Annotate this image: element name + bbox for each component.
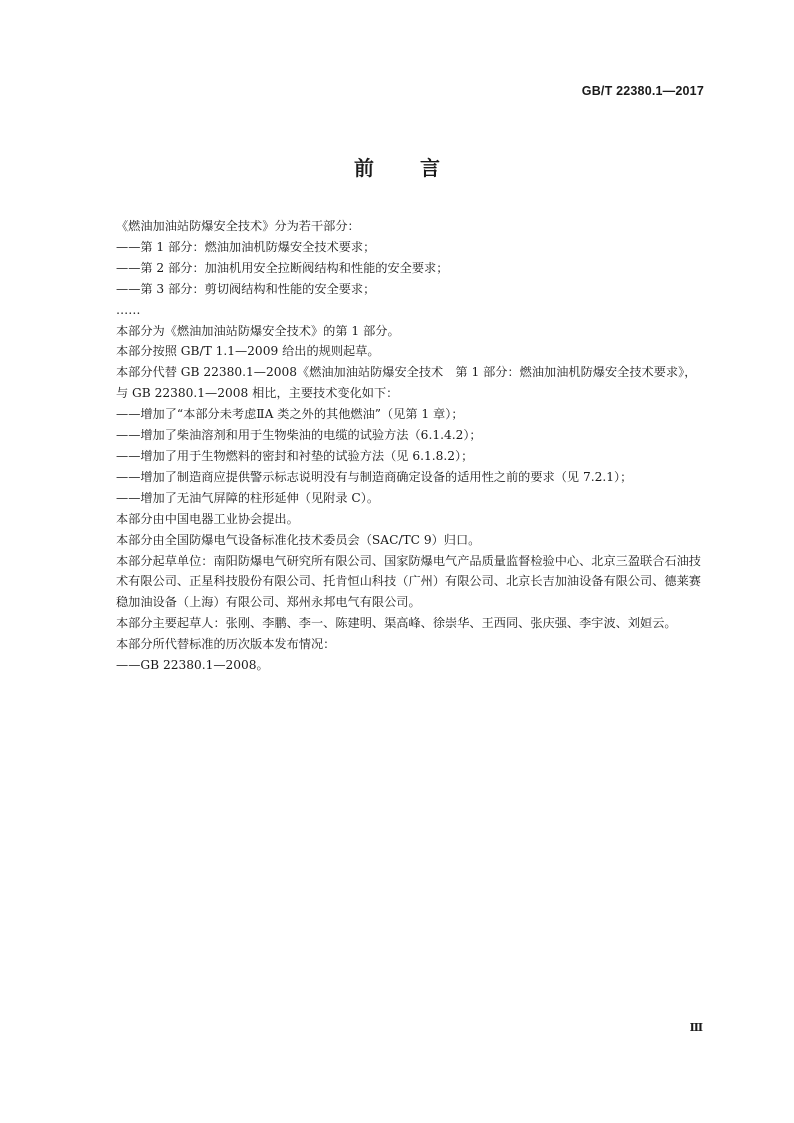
change-item-5: ——增加了无油气屏障的柱形延伸（见附录 C）。 xyxy=(116,490,380,505)
paragraph-previous-editions: 本部分所代替标准的历次版本发布情况： xyxy=(116,637,336,652)
foreword-body xyxy=(116,216,706,676)
list-item-part-2: ——第 2 部分：加油机用安全拉断阀结构和性能的安全要求； xyxy=(116,260,449,275)
paragraph-proposed-by: 本部分由中国电器工业协会提出。 xyxy=(116,511,299,526)
standard-code: GB/T 22380.1—2017 xyxy=(581,84,704,98)
paragraph-drafting-units: 本部分起草单位：南阳防爆电气研究所有限公司、国家防爆电气产品质量监督检验中心、北京三盈联合石油技术有限公司、正星科技股份有限公司、托肯恒山科技（广州）有限公司、北京长吉加油设备有限公司、德莱赛稳加油设备（上海）有限公司、郑州永邦电气有限公司。 xyxy=(116,553,701,610)
page-number: Ⅲ xyxy=(689,1021,703,1034)
paragraph-drafters: 本部分主要起草人：张刚、李鹏、李一、陈建明、渠高峰、徐崇华、王西同、张庆强、李宇波、刘姮云。 xyxy=(116,616,677,631)
paragraph-drafting-rules: 本部分按照 GB/T 1.1—2009 给出的规则起草。 xyxy=(116,344,380,359)
list-ellipsis: …… xyxy=(116,302,141,317)
list-item-part-1: ——第 1 部分：燃油加油机防爆安全技术要求； xyxy=(116,239,376,254)
paragraph-part-statement: 本部分为《燃油加油站防爆安全技术》的第 1 部分。 xyxy=(116,323,400,338)
change-item-1: ——增加了“本部分未考虑ⅡA 类之外的其他燃油”（见第 1 章）； xyxy=(116,407,464,422)
paragraph-intro: 《燃油加油站防爆安全技术》分为若干部分： xyxy=(116,219,360,233)
change-item-2: ——增加了柴油溶剂和用于生物柴油的电缆的试验方法（6.1.4.2）； xyxy=(116,428,482,443)
paragraph-under-jurisdiction: 本部分由全国防爆电气设备标准化技术委员会（SAC/TC 9）归口。 xyxy=(116,532,481,547)
change-item-3: ——增加了用于生物燃料的密封和衬垫的试验方法（见 6.1.8.2）； xyxy=(116,448,474,463)
page-title: 前言 xyxy=(354,156,486,180)
previous-edition-item: ——GB 22380.1—2008。 xyxy=(116,658,269,673)
change-item-4: ——增加了制造商应提供警示标志说明没有与制造商确定设备的适用性之前的要求（见 7.2.1）； xyxy=(116,469,633,484)
paragraph-replaces: 本部分代替 GB 22380.1—2008《燃油加油站防爆安全技术 第 1 部分：燃油加油机防爆安全技术要求》，与 GB 22380.1—2008 相比，主要技术变化如下： xyxy=(116,365,697,401)
list-item-part-3: ——第 3 部分：剪切阀结构和性能的安全要求； xyxy=(116,281,376,296)
